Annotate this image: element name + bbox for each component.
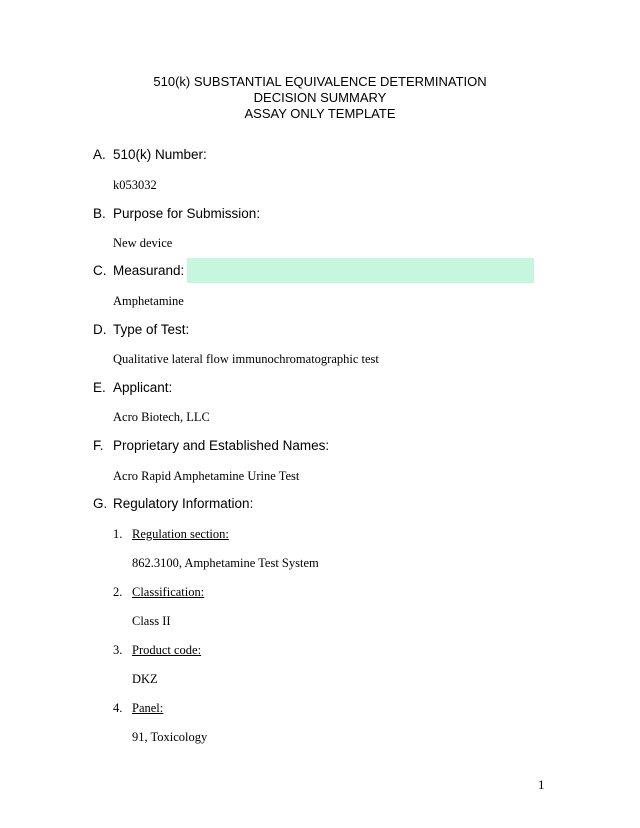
section-g-heading: Regulatory Information: [113, 496, 254, 511]
regulatory-item-4-label: Panel: [132, 701, 164, 715]
measurand-highlight-field [187, 258, 534, 283]
regulatory-item-2-number: 2. [113, 585, 123, 599]
regulatory-item-1-value: 862.3100, Amphetamine Test System [132, 556, 319, 570]
page-number: 1 [538, 777, 545, 792]
section-e-heading: Applicant: [113, 380, 173, 395]
section-g-letter: G. [93, 496, 108, 511]
section-a-letter: A. [93, 147, 106, 162]
regulatory-item-3-value: DKZ [132, 672, 158, 686]
title-line-1: 510(k) SUBSTANTIAL EQUIVALENCE DETERMINATION [153, 74, 487, 89]
section-c-letter: C. [93, 263, 107, 278]
section-b-letter: B. [93, 206, 106, 221]
document-title [0, 74, 640, 122]
section-d-letter: D. [93, 322, 107, 337]
regulatory-item-2-value: Class II [132, 614, 171, 628]
section-a-value: k053032 [113, 178, 157, 192]
section-e-value: Acro Biotech, LLC [113, 410, 210, 424]
section-c-value: Amphetamine [113, 294, 184, 308]
regulatory-item-1-number: 1. [113, 527, 123, 541]
section-f-value: Acro Rapid Amphetamine Urine Test [113, 469, 300, 483]
regulatory-item-4-value: 91, Toxicology [132, 730, 208, 744]
regulatory-item-4-number: 4. [113, 701, 123, 715]
section-d-heading: Type of Test: [113, 322, 190, 337]
section-f-letter: F. [93, 438, 104, 453]
regulatory-item-1-label: Regulation section: [132, 527, 229, 541]
title-line-2: DECISION SUMMARY [253, 90, 387, 105]
regulatory-item-3-number: 3. [113, 643, 123, 657]
section-e-letter: E. [93, 380, 106, 395]
section-b-value: New device [113, 236, 173, 250]
regulatory-item-3-label: Product code: [132, 643, 202, 657]
section-a-heading: 510(k) Number: [113, 147, 207, 162]
section-c-heading: Measurand: [113, 263, 185, 278]
regulatory-item-2-label: Classification: [132, 585, 205, 599]
section-d-value: Qualitative lateral flow immunochromatographic test [113, 352, 379, 366]
section-f-heading: Proprietary and Established Names: [113, 438, 330, 453]
section-b-heading: Purpose for Submission: [113, 206, 261, 221]
title-line-3: ASSAY ONLY TEMPLATE [244, 106, 396, 121]
